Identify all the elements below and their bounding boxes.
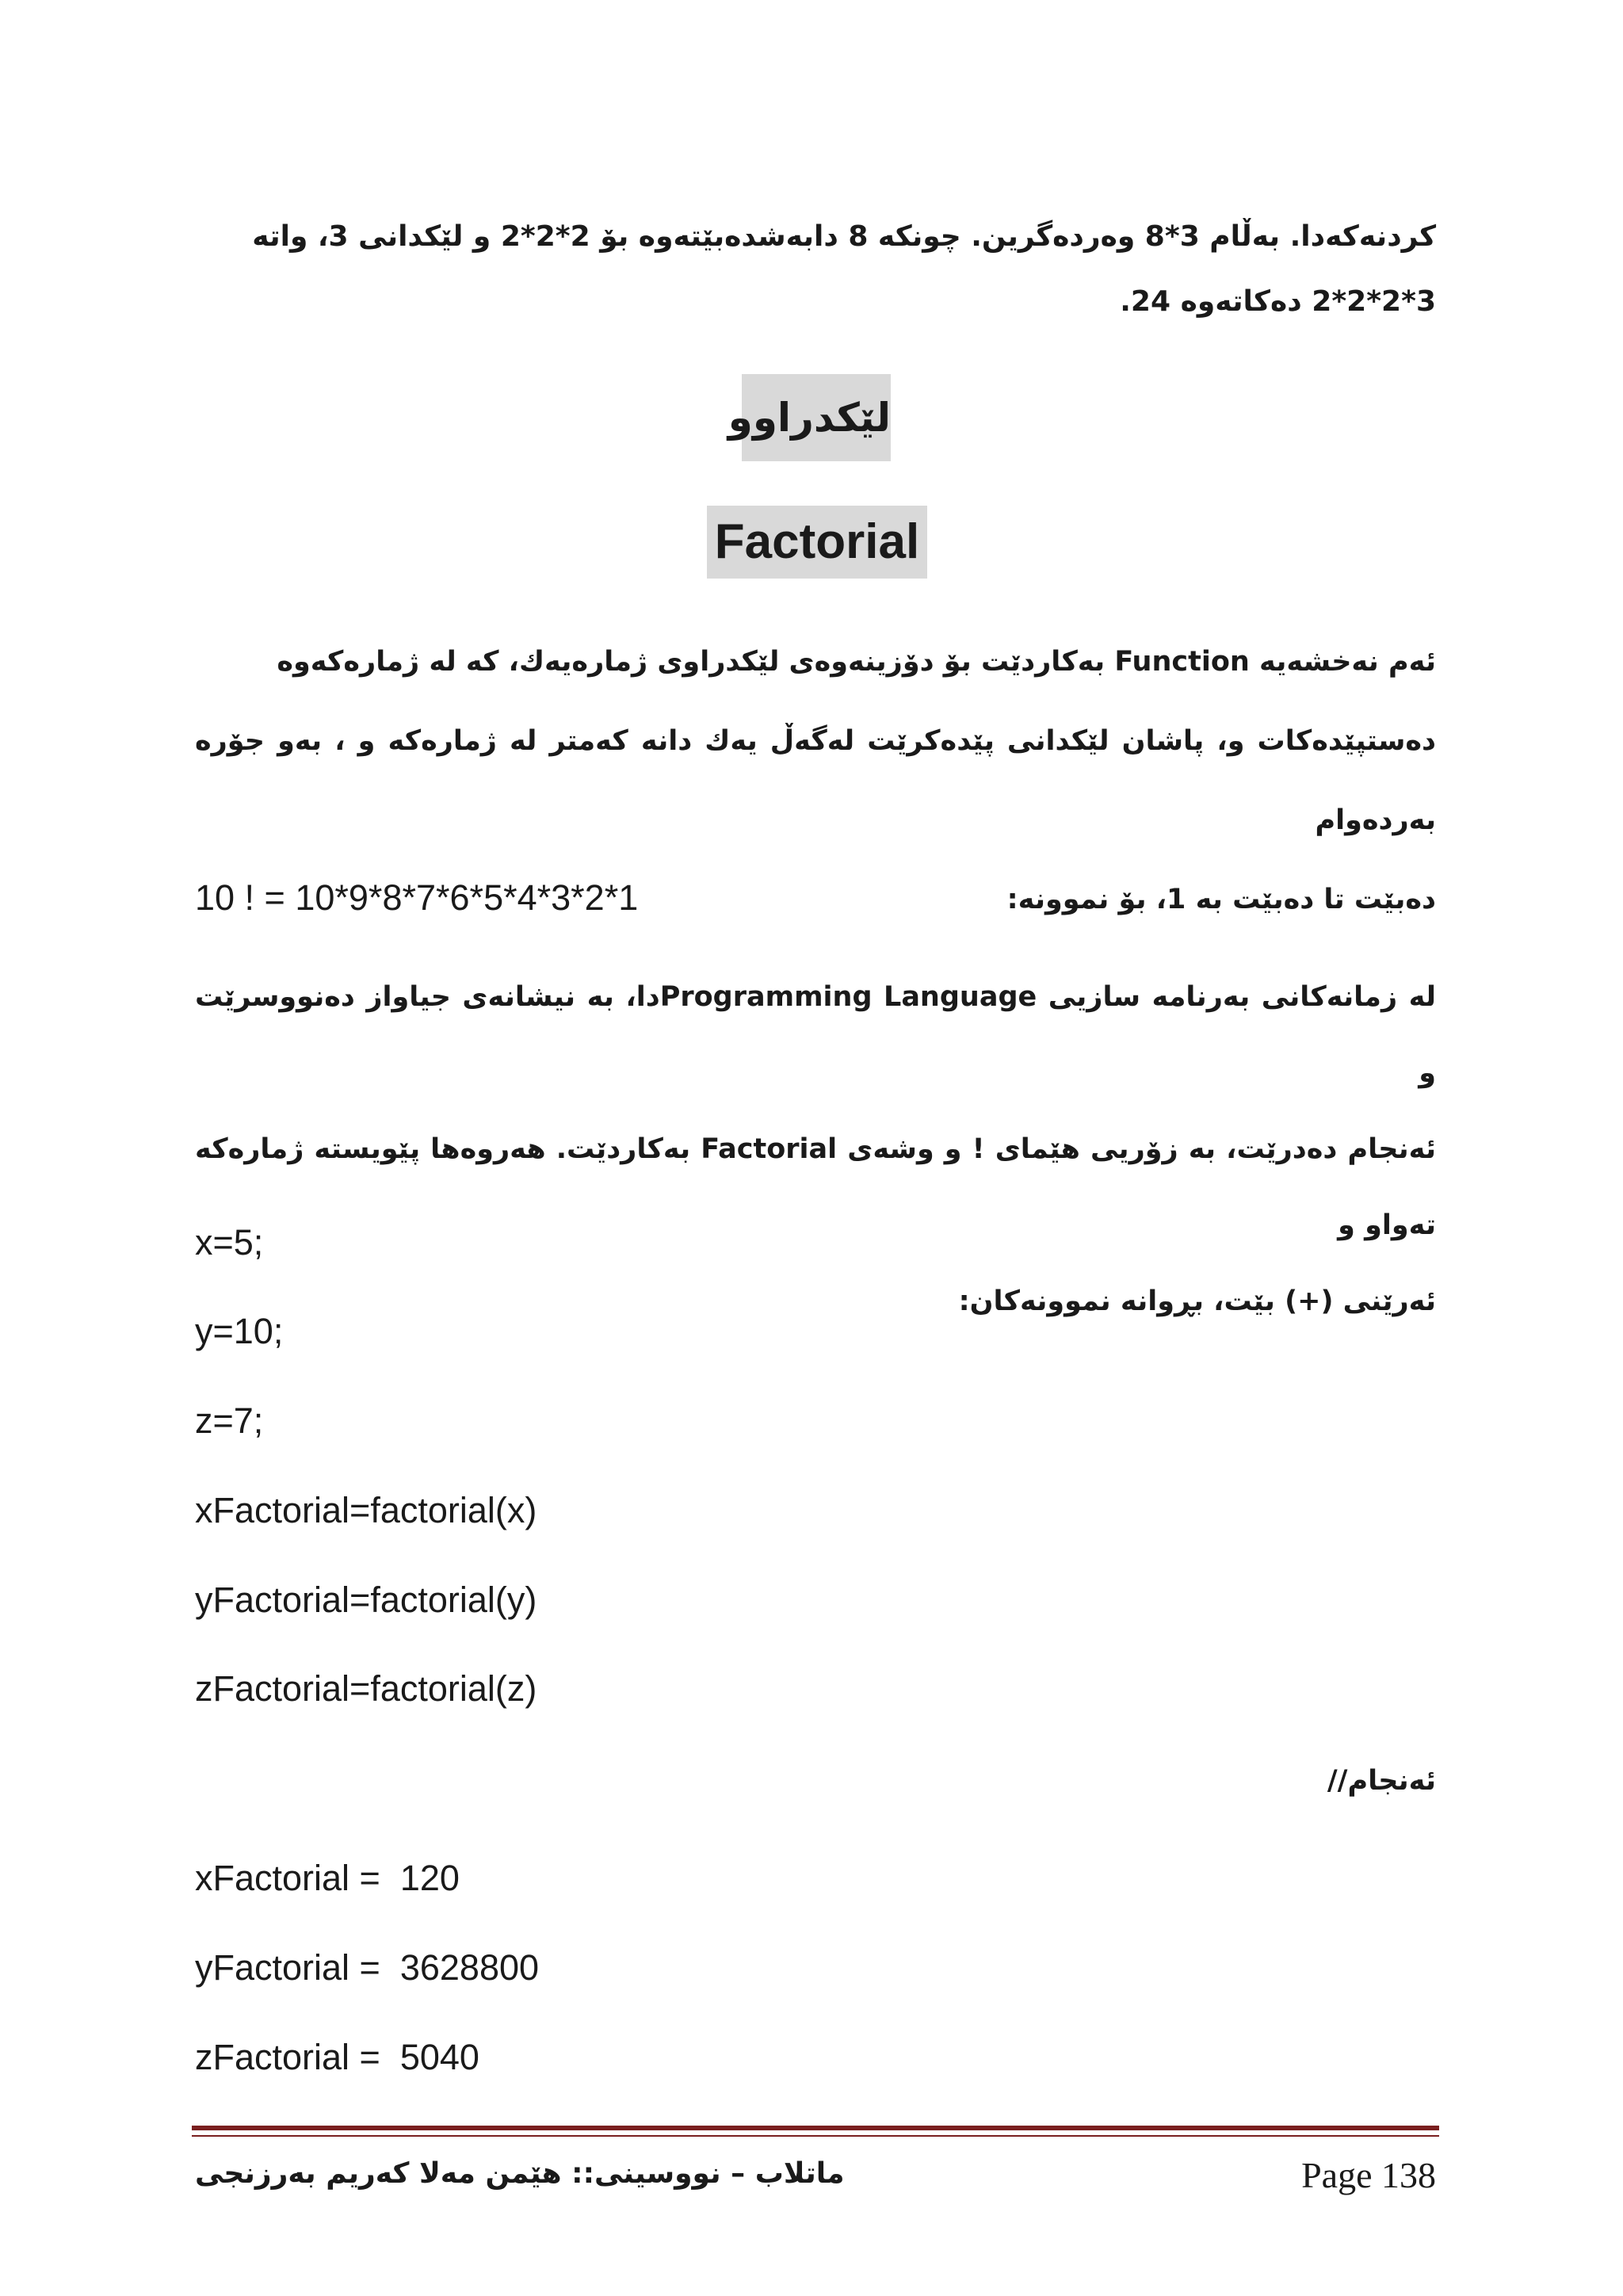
factorial-formula: 10 ! = 10*9*8*7*6*5*4*3*2*1 bbox=[195, 877, 639, 918]
footer-author: ماتلاب – نووسینی:: هێمن مەلا کەریم بەرزنجی bbox=[195, 2157, 845, 2190]
code-line-x: x=5; bbox=[195, 1222, 264, 1263]
code-line-y: y=10; bbox=[195, 1311, 284, 1351]
code-line-zfactorial: zFactorial=factorial(z) bbox=[195, 1668, 537, 1709]
language-line-3: ئەرێنی (+) بێت، بڕوانە نموونەکان: bbox=[958, 1286, 1436, 1317]
section-heading-english: Factorial bbox=[707, 506, 927, 579]
language-line-2: ئەنجام دەدرێت، بە زۆریی هێمای ! و وشەی Factorial بەکاردێت. هەروەها پێویستە ژمارەکە تەواو و bbox=[195, 1133, 1437, 1241]
language-paragraph bbox=[195, 959, 1436, 1339]
description-line-2: دەستپێدەکات و، پاشان لێکدانی پێدەکرێت لەگەڵ یەك دانە کەمتر لە ژمارەکە و ، بەو جۆرە بەردەوام bbox=[195, 725, 1436, 836]
code-line-yfactorial: yFactorial=factorial(y) bbox=[195, 1580, 537, 1620]
result-label: ئەنجام// bbox=[1327, 1765, 1436, 1797]
description-line-1: ئەم نەخشەیە Function بەکاردێت بۆ دۆزینەوەی لێکدراوی ژمارەیەك، کە لە ژمارەکەوە bbox=[277, 646, 1436, 678]
footer-divider bbox=[192, 2126, 1439, 2130]
code-line-xfactorial: xFactorial=factorial(x) bbox=[195, 1490, 537, 1530]
language-line-1: لە زمانەکانی بەرنامە سازیی Programming Languageدا، بە نیشانەی جیاواز دەنووسرێت و bbox=[195, 981, 1436, 1089]
code-line-z: z=7; bbox=[195, 1400, 264, 1441]
result-line-z: zFactorial = 5040 bbox=[195, 2037, 479, 2077]
intro-line-2: 3*2*2*2 دەکاتەوە 24. bbox=[1120, 285, 1436, 318]
footer-divider-thin bbox=[192, 2135, 1439, 2137]
intro-line-1: کردنەکەدا. بەڵام 3*8 وەردەگرین. چونکە 8 دابەشدەبێتەوە بۆ 2*2*2 و لێکدانی 3، واتە bbox=[252, 220, 1436, 253]
intro-paragraph bbox=[195, 204, 1436, 334]
result-line-y: yFactorial = 3628800 bbox=[195, 1947, 540, 1988]
description-line-3: دەبێت تا دەبێت بە 1، بۆ نموونە: bbox=[1006, 884, 1436, 915]
result-line-x: xFactorial = 120 bbox=[195, 1858, 460, 1898]
page-number: Page 138 bbox=[1301, 2155, 1436, 2195]
section-heading-kurdish: لێکدراوو bbox=[742, 374, 891, 461]
